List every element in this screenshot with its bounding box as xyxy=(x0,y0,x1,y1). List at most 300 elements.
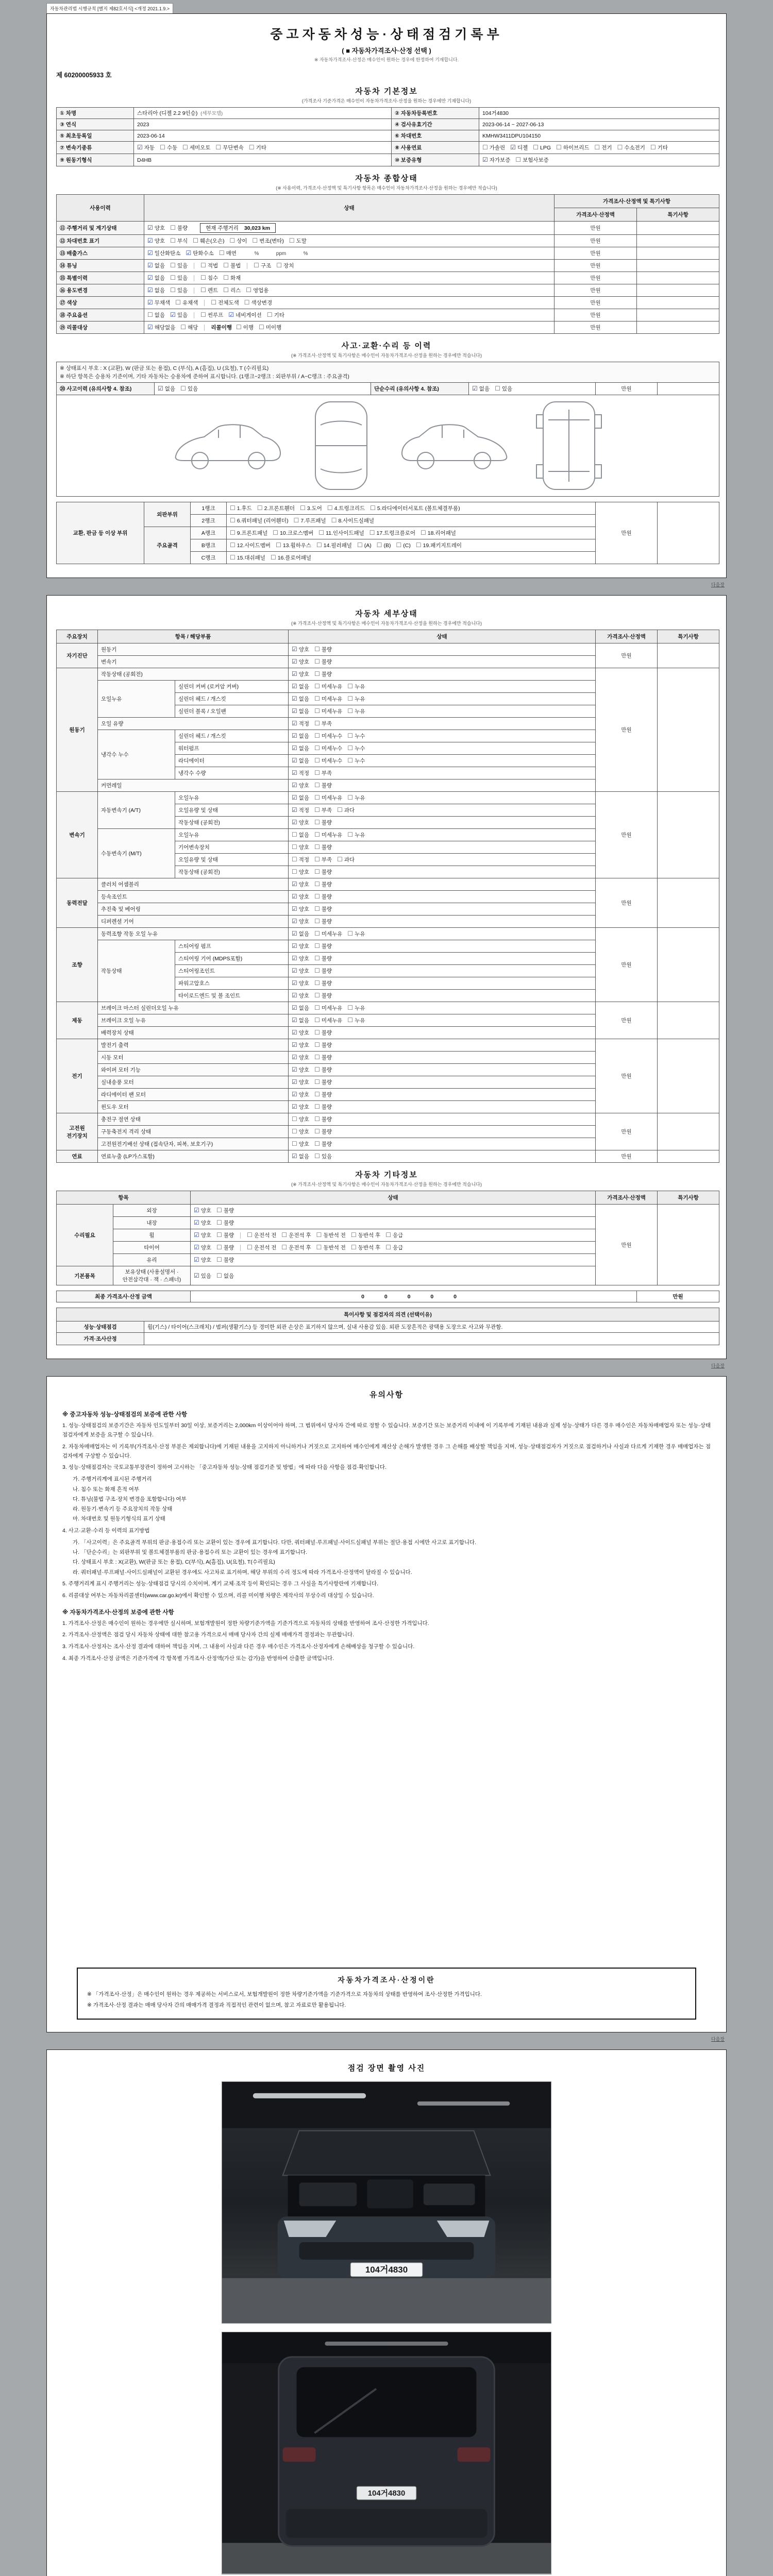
engine-type: D4HB xyxy=(134,154,392,166)
checkbox-누유[interactable]: ☐ 누유 xyxy=(347,930,365,937)
checkbox-양호[interactable]: ☐ 양호 xyxy=(292,1128,310,1135)
checkbox-없음[interactable]: ☐ 없음 xyxy=(216,1272,234,1279)
checkbox-누수[interactable]: ☐ 누수 xyxy=(347,757,365,764)
price-cell: 만원 xyxy=(596,383,658,395)
checkbox-양호[interactable]: ☑ 양호 xyxy=(292,670,310,677)
checkbox-전기[interactable]: ☐ 전기 xyxy=(594,144,612,151)
checkbox-장치[interactable]: ☐ 장치 xyxy=(276,262,294,269)
checkbox-누유[interactable]: ☐ 누유 xyxy=(347,1004,365,1011)
rankC-parts xyxy=(227,552,596,564)
car-diagram-side-left xyxy=(168,407,287,484)
checkbox-불량[interactable]: ☐ 불량 xyxy=(314,1091,332,1098)
checkbox-없음[interactable]: ☑ 없음 xyxy=(292,1016,310,1024)
checkbox-있음[interactable]: ☐ 있음 xyxy=(170,286,188,294)
checkbox-무채색[interactable]: ☑ 무채색 xyxy=(147,299,171,306)
checkbox-양호[interactable]: ☑ 양호 xyxy=(194,1256,212,1263)
checkbox-1.후드[interactable]: ☐ 1.후드 xyxy=(230,504,252,512)
checkbox-불량[interactable]: ☐ 불량 xyxy=(314,880,332,888)
checkbox-불량[interactable]: ☐ 불량 xyxy=(314,1140,332,1147)
checkbox-없음[interactable]: ☑ 없음 xyxy=(292,794,310,801)
checkbox-양호[interactable]: ☑ 양호 xyxy=(194,1231,212,1239)
checkbox-색상변경[interactable]: ☐ 색상변경 xyxy=(244,299,273,306)
notes-subitem: 라. 쿼터패널·루프패널·사이드실패널이 교환된 경우에도 사고차로 표기하며, 해당 부위의 수리 정도에 따라 가격조사·산정액이 달라질 수 있습니다. xyxy=(73,1569,412,1575)
checkbox-응급[interactable]: ☐ 응급 xyxy=(385,1244,404,1251)
rank-label: B랭크 xyxy=(191,539,227,552)
checkbox-과다[interactable]: ☐ 과다 xyxy=(337,806,355,814)
state-checks xyxy=(289,928,596,940)
comprehensive-note: (※ 사용이력, 가격조사·산정액 및 특기사항 항목은 매수인이 자동차가격조사·산정을 원하는 경우에만 적습니다) xyxy=(276,185,497,191)
item-label: 구동축전지 격리 상태 xyxy=(98,1126,289,1138)
checkbox-수동[interactable]: ☐ 수동 xyxy=(160,144,178,151)
checkbox-있음[interactable]: ☑ 있음 xyxy=(194,1272,212,1279)
checkbox-적법[interactable]: ☐ 적법 xyxy=(200,262,219,269)
checkbox-18.리어패널[interactable]: ☐ 18.리어패널 xyxy=(421,529,456,536)
checkbox-가솔린[interactable]: ☐ 가솔린 xyxy=(482,144,506,151)
checkbox-불량[interactable]: ☐ 불량 xyxy=(170,224,188,231)
checkbox-양호[interactable]: ☐ 양호 xyxy=(292,868,310,875)
price-cell: 만원 xyxy=(596,1150,658,1163)
checkbox-부족[interactable]: ☐ 부족 xyxy=(314,806,332,814)
row-checks xyxy=(144,260,554,272)
state-checks xyxy=(289,779,596,792)
checkbox-있음[interactable]: ☑ 있음 xyxy=(170,311,188,318)
checkbox-5.라디에이터서포트 (볼트체결부품)[interactable]: ☐ 5.라디에이터서포트 (볼트체결부품) xyxy=(370,504,460,512)
checkbox-불량[interactable]: ☐ 불량 xyxy=(314,646,332,653)
checkbox-양호[interactable]: ☑ 양호 xyxy=(292,955,310,962)
checkbox-적정[interactable]: ☑ 적정 xyxy=(292,720,310,727)
checkbox-양호[interactable]: ☑ 양호 xyxy=(292,942,310,950)
detail-row xyxy=(57,668,719,681)
checkbox-누유[interactable]: ☐ 누유 xyxy=(347,1016,365,1024)
inspection-valid-period: 2023-06-14 ~ 2027-06-13 xyxy=(479,119,719,130)
checkbox-불량[interactable]: ☐ 불량 xyxy=(216,1207,234,1214)
checkbox-불량[interactable]: ☐ 불량 xyxy=(314,992,332,999)
checkbox-양호[interactable]: ☐ 양호 xyxy=(292,1140,310,1147)
car-diagram-side-right xyxy=(396,407,514,484)
checkbox-침수[interactable]: ☐ 침수 xyxy=(200,274,219,281)
checkbox-불법[interactable]: ☐ 불법 xyxy=(223,262,241,269)
checkbox-양호[interactable]: ☑ 양호 xyxy=(292,979,310,987)
checkbox-적정[interactable]: ☑ 적정 xyxy=(292,806,310,814)
note-cell xyxy=(658,1150,719,1163)
checkbox-양호[interactable]: ☑ 양호 xyxy=(292,967,310,974)
price-cell: 만원 xyxy=(596,1039,658,1113)
price-cell: 만원 xyxy=(554,260,637,272)
note-cell xyxy=(658,383,719,395)
checkbox-부족[interactable]: ☐ 부족 xyxy=(314,856,332,863)
checkbox-불량[interactable]: ☐ 불량 xyxy=(314,670,332,677)
checkbox-누유[interactable]: ☐ 누유 xyxy=(347,695,365,702)
checkbox-미세누유[interactable]: ☐ 미세누유 xyxy=(314,695,343,702)
checkbox-불량[interactable]: ☐ 불량 xyxy=(314,843,332,851)
checkbox-이행[interactable]: ☐ 이행 xyxy=(236,324,254,331)
checkbox-불량[interactable]: ☐ 불량 xyxy=(314,955,332,962)
comp-row xyxy=(57,297,719,309)
checkbox-일산화탄소[interactable]: ☑ 일산화탄소 xyxy=(147,249,181,257)
checkbox-디젤[interactable]: ☑ 디젤 xyxy=(510,144,528,151)
checkbox-양호[interactable]: ☑ 양호 xyxy=(292,1066,310,1073)
checkbox-7.루프패널[interactable]: ☐ 7.루프패널 xyxy=(293,517,326,524)
checkbox-누유[interactable]: ☐ 누유 xyxy=(347,707,365,715)
checkbox-양호[interactable]: ☑ 양호 xyxy=(292,1054,310,1061)
misc-item-label: 휠 xyxy=(113,1229,191,1242)
checkbox-불량[interactable]: ☐ 불량 xyxy=(314,918,332,925)
checkbox-보험사보증[interactable]: ☐ 보험사보증 xyxy=(515,156,549,163)
checkbox-과다[interactable]: ☐ 과다 xyxy=(337,856,355,863)
checkbox-있음[interactable]: ☐ 있음 xyxy=(170,274,188,281)
checkbox-불량[interactable]: ☐ 불량 xyxy=(314,942,332,950)
vin: KMHW3411DPU104150 xyxy=(479,130,719,142)
checkbox-수소전기[interactable]: ☐ 수소전기 xyxy=(617,144,645,151)
state-checks xyxy=(289,965,596,977)
part-label: 실린더 헤드 / 개스킷 xyxy=(175,730,289,742)
checkbox-누유[interactable]: ☐ 누유 xyxy=(347,831,365,838)
detail-title: 자동차 세부상태 xyxy=(355,609,418,618)
detail-row xyxy=(57,1002,719,1014)
field-label: ⑩ 보증유형 xyxy=(392,154,479,166)
detail-row xyxy=(57,792,719,804)
col-header: 가격조사·산정액 xyxy=(596,1191,658,1205)
checkbox-양호[interactable]: ☑ 양호 xyxy=(292,893,310,900)
checkbox-불량[interactable]: ☐ 불량 xyxy=(314,1041,332,1048)
checkbox-없음[interactable]: ☑ 없음 xyxy=(292,695,310,702)
rank-label: 1랭크 xyxy=(191,502,227,515)
checkbox-운전석 후[interactable]: ☐ 운전석 후 xyxy=(281,1244,311,1251)
checkbox-3.도어[interactable]: ☐ 3.도어 xyxy=(300,504,322,512)
checkbox-구조[interactable]: ☐ 구조 xyxy=(254,262,272,269)
checkbox-양호[interactable]: ☐ 양호 xyxy=(292,1115,310,1123)
model-year: 2023 xyxy=(134,119,392,130)
checkbox-불량[interactable]: ☐ 불량 xyxy=(314,1066,332,1073)
checkbox-불량[interactable]: ☐ 불량 xyxy=(314,905,332,912)
checkbox-유채색[interactable]: ☐ 유채색 xyxy=(175,299,198,306)
checkbox-해당없음[interactable]: ☑ 해당없음 xyxy=(147,324,176,331)
form-reference: 자동차관리법 시행규칙 [별지 제82호서식] <개정 2021.1.9.> xyxy=(46,3,173,13)
checkbox-기타[interactable]: ☐ 기타 xyxy=(266,311,284,318)
checkbox-리스[interactable]: ☐ 리스 xyxy=(223,286,241,294)
price-cell: 만원 xyxy=(596,502,658,564)
checkbox-부족[interactable]: ☐ 부족 xyxy=(314,720,332,727)
checkbox-양호[interactable]: ☑ 양호 xyxy=(292,646,310,653)
notes-subitem: 다. 상태표시 부호 : X(교환), W(판금 또는 용접), C(부식), A(흠집), U(요철), T(수리필요) xyxy=(73,1559,275,1566)
checkbox-양호[interactable]: ☑ 양호 xyxy=(292,1041,310,1048)
checkbox-16.플로어패널[interactable]: ☐ 16.플로어패널 xyxy=(270,554,312,561)
checkbox-양호[interactable]: ☑ 양호 xyxy=(292,1029,310,1036)
checkbox-불량[interactable]: ☐ 불량 xyxy=(314,819,332,826)
checkbox-11.인사이드패널[interactable]: ☐ 11.인사이드패널 xyxy=(318,529,364,536)
checkbox-썬루프[interactable]: ☐ 썬루프 xyxy=(200,311,224,318)
checkbox-없음[interactable]: ☑ 없음 xyxy=(147,262,165,269)
checkbox-동반석 후[interactable]: ☐ 동반석 후 xyxy=(350,1231,381,1239)
first-registration-date: 2023-06-14 xyxy=(134,130,392,142)
frame-label: 주요골격 xyxy=(144,527,191,564)
checkbox-응급[interactable]: ☐ 응급 xyxy=(385,1231,404,1239)
checkbox-양호[interactable]: ☑ 양호 xyxy=(292,992,310,999)
note-cell xyxy=(637,260,719,272)
notes-item: 2. 자동차매매업자는 이 기록부(가격조사·산정 부분은 제외합니다)에 기재된 내용을 고지하지 아니하거나 거짓으로 고지하여 매수인에게 재산상 손해가 발생한 경우 그 손해를 배상할 책임을 지며, 성능·상태점검자가 거짓으로 점검하거나 사실과 다르게 기재한 경우 매매업자는 점검자에게 구상할 수 있습니다. xyxy=(62,1443,711,1459)
checkbox-14.필러패널[interactable]: ☐ 14.필러패널 xyxy=(316,541,352,549)
checkbox-불량[interactable]: ☐ 불량 xyxy=(314,893,332,900)
note-cell xyxy=(658,1039,719,1113)
checkbox-상이[interactable]: ☐ 상이 xyxy=(229,237,247,244)
device-group-label: 고전원 전기장치 xyxy=(57,1113,98,1150)
state-checks xyxy=(289,1002,596,1014)
checkbox-없음[interactable]: ☑ 없음 xyxy=(472,385,490,392)
vehicle-name: 스타리아 (디젤 2.2 9인승) (세부모델) xyxy=(134,108,392,119)
state-checks xyxy=(289,705,596,718)
note-cell xyxy=(658,643,719,668)
checkbox-양호[interactable]: ☑ 양호 xyxy=(194,1244,212,1251)
checkbox-19.패키지트레이[interactable]: ☐ 19.패키지트레이 xyxy=(415,541,462,549)
checkbox-도말[interactable]: ☐ 도말 xyxy=(289,237,307,244)
photo-front-wrap xyxy=(222,2081,551,2324)
checkbox-불량[interactable]: ☐ 불량 xyxy=(314,1115,332,1123)
checkbox-해당[interactable]: ☐ 해당 xyxy=(180,324,198,331)
checkbox-미세누유[interactable]: ☐ 미세누유 xyxy=(314,683,343,690)
car-diagram-area xyxy=(57,395,719,497)
checkbox-동반석 전[interactable]: ☐ 동반석 전 xyxy=(316,1244,346,1251)
checkbox-양호[interactable]: ☑ 양호 xyxy=(194,1219,212,1226)
device-group-label: 원동기 xyxy=(57,668,98,792)
checkbox-(B)[interactable]: ☐ (B) xyxy=(376,541,391,549)
price-cell: 만원 xyxy=(554,284,637,297)
item-label: 변속기 xyxy=(98,656,289,668)
checkbox-부식[interactable]: ☐ 부식 xyxy=(170,237,188,244)
checkbox-하이브리드[interactable]: ☐ 하이브리드 xyxy=(556,144,590,151)
checkbox-없음[interactable]: ☑ 없음 xyxy=(292,757,310,764)
note-cell xyxy=(637,235,719,247)
checkbox-영업용[interactable]: ☐ 영업용 xyxy=(246,286,269,294)
checkbox-12.사이드멤버[interactable]: ☐ 12.사이드멤버 xyxy=(230,541,271,549)
checkbox-양호[interactable]: ☑ 양호 xyxy=(194,1207,212,1214)
checkbox-없음[interactable]: ☐ 없음 xyxy=(147,311,165,318)
checkbox-동반석 후[interactable]: ☐ 동반석 후 xyxy=(350,1244,381,1251)
state-checks xyxy=(289,755,596,767)
checkbox-양호[interactable]: ☑ 양호 xyxy=(292,905,310,912)
checkbox-2.프론트휀더[interactable]: ☐ 2.프론트휀더 xyxy=(257,504,295,512)
checkbox-17.트렁크플로어[interactable]: ☐ 17.트렁크플로어 xyxy=(369,529,416,536)
misc-title: 자동차 기타정보 xyxy=(355,1171,418,1179)
state-checks xyxy=(289,841,596,854)
check-group-label: 리콜이행 xyxy=(211,325,232,331)
notes-item: 5. 주행거리계 표시 주행거리는 성능·상태점검 당시의 수치이며, 계기 교체·조작 등이 확인되는 경우 그 사실을 특기사항란에 기재합니다. xyxy=(62,1580,379,1587)
col-header: 특기사항 xyxy=(658,1191,719,1205)
field-label: ② 자동차등록번호 xyxy=(392,108,479,119)
field-label: ⑥ 차대번호 xyxy=(392,130,479,142)
checkbox-불량[interactable]: ☐ 불량 xyxy=(314,1128,332,1135)
part-label: 타이로드엔드 및 볼 조인트 xyxy=(175,990,289,1002)
next-page-label[interactable]: 다음장 xyxy=(711,582,725,587)
checkbox-없음[interactable]: ☑ 없음 xyxy=(292,1004,310,1011)
checkbox-불량[interactable]: ☐ 불량 xyxy=(216,1231,234,1239)
panel-detail xyxy=(46,595,727,1359)
checkbox-렌트[interactable]: ☐ 렌트 xyxy=(200,286,219,294)
checkbox-양호[interactable]: ☑ 양호 xyxy=(147,237,165,244)
checkbox-불량[interactable]: ☐ 불량 xyxy=(314,967,332,974)
checkbox-불량[interactable]: ☐ 불량 xyxy=(314,979,332,987)
col-header: 상태 xyxy=(289,630,596,643)
checkbox-불량[interactable]: ☐ 불량 xyxy=(314,782,332,789)
checkbox-운전석 전[interactable]: ☐ 운전석 전 xyxy=(247,1244,277,1251)
checkbox-기타[interactable]: ☐ 기타 xyxy=(650,144,668,151)
row-label: ⑭ 튜닝 xyxy=(57,260,144,272)
emission-units: % ppm % xyxy=(245,251,308,257)
next-page-label[interactable]: 다음장 xyxy=(711,2036,725,2042)
checkbox-8.사이드실패널[interactable]: ☐ 8.사이드실패널 xyxy=(331,517,375,524)
checkbox-없음[interactable]: ☑ 없음 xyxy=(147,286,165,294)
checkbox-없음[interactable]: ☑ 없음 xyxy=(292,732,310,739)
checkbox-네비게이션[interactable]: ☑ 네비게이션 xyxy=(228,311,262,318)
checkbox-누유[interactable]: ☐ 누유 xyxy=(347,683,365,690)
checkbox-있음[interactable]: ☐ 있음 xyxy=(180,385,198,392)
col-header: 가격조사·산정액 xyxy=(596,630,658,643)
checkbox-6.쿼터패널 (리어휀더)[interactable]: ☐ 6.쿼터패널 (리어휀더) xyxy=(230,517,289,524)
checkbox-미세누유[interactable]: ☐ 미세누유 xyxy=(314,794,343,801)
item-label: 배력장치 상태 xyxy=(98,1027,289,1039)
checkbox-없음[interactable]: ☑ 없음 xyxy=(292,930,310,937)
price-cell: 만원 xyxy=(596,928,658,1002)
checkbox-있음[interactable]: ☐ 있음 xyxy=(495,385,513,392)
field-label: ⑦ 변속기종류 xyxy=(57,142,134,154)
checkbox-LPG[interactable]: ☐ LPG xyxy=(533,144,551,151)
checkbox-미세누유[interactable]: ☐ 미세누유 xyxy=(314,1004,343,1011)
checkbox-없음[interactable]: ☐ 없음 xyxy=(292,831,310,838)
checkbox-미세누수[interactable]: ☐ 미세누수 xyxy=(314,757,343,764)
checkbox-미세누수[interactable]: ☐ 미세누수 xyxy=(314,732,343,739)
price-cell: 만원 xyxy=(596,1205,658,1285)
checkbox-미세누유[interactable]: ☐ 미세누유 xyxy=(314,831,343,838)
item-label: 디퍼렌셜 기어 xyxy=(98,916,289,928)
checkbox-미세누유[interactable]: ☐ 미세누유 xyxy=(314,707,343,715)
checkbox-탄화수소[interactable]: ☑ 탄화수소 xyxy=(186,249,214,257)
notes-subitem: 가. 「사고이력」은 주요골격 부위의 판금·용접수리 또는 교환이 있는 경우에 표기합니다. 다만, 쿼터패널·루프패널·사이드실패널 부위는 절단·용접 시에만 사고로 표기합니다. xyxy=(73,1539,477,1546)
checkbox-없음[interactable]: ☑ 없음 xyxy=(292,683,310,690)
checkbox-훼손(오손)[interactable]: ☐ 훼손(오손) xyxy=(193,237,225,244)
checkbox-누수[interactable]: ☐ 누수 xyxy=(347,744,365,752)
opinion-table xyxy=(56,1308,719,1345)
state-checks xyxy=(289,1064,596,1076)
state-checks xyxy=(289,730,596,742)
checkbox-있음[interactable]: ☐ 있음 xyxy=(314,1153,332,1160)
checkbox-불량[interactable]: ☐ 불량 xyxy=(216,1219,234,1226)
col-header: 특기사항 xyxy=(637,208,719,222)
checkbox-불량[interactable]: ☐ 불량 xyxy=(314,1029,332,1036)
checkbox-양호[interactable]: ☐ 양호 xyxy=(292,843,310,851)
item-label: 충전구 절연 상태 xyxy=(98,1113,289,1126)
checkbox-양호[interactable]: ☑ 양호 xyxy=(292,1103,310,1110)
checkbox-불량[interactable]: ☐ 불량 xyxy=(216,1244,234,1251)
checkbox-불량[interactable]: ☐ 불량 xyxy=(314,868,332,875)
checkbox-(A)[interactable]: ☐ (A) xyxy=(357,541,372,549)
checkbox-기타[interactable]: ☐ 기타 xyxy=(248,144,266,151)
checkbox-양호[interactable]: ☑ 양호 xyxy=(292,1078,310,1086)
final-price-unit: 만원 xyxy=(637,1291,719,1302)
checkbox-양호[interactable]: ☑ 양호 xyxy=(292,880,310,888)
checkbox-누유[interactable]: ☐ 누유 xyxy=(347,794,365,801)
checkbox-9.프론트패널[interactable]: ☐ 9.프론트패널 xyxy=(230,529,268,536)
checkbox-미이행[interactable]: ☐ 미이행 xyxy=(259,324,282,331)
checkbox-없음[interactable]: ☑ 없음 xyxy=(292,744,310,752)
rank-label: A랭크 xyxy=(191,527,227,539)
item-label: 냉각수 누수 xyxy=(98,730,175,779)
checkbox-불량[interactable]: ☐ 불량 xyxy=(314,658,332,665)
checkbox-불량[interactable]: ☐ 불량 xyxy=(216,1256,234,1263)
notes-item: 1. 가격조사·산정은 매수인이 원하는 경우에만 실시하며, 보험개발원이 정한 차량기준가액을 기준가격으로 자동차의 상태를 반영하여 조사·산정한 가격입니다. xyxy=(62,1620,429,1626)
checkbox-화재[interactable]: ☐ 화재 xyxy=(223,274,241,281)
checkbox-양호[interactable]: ☑ 양호 xyxy=(292,658,310,665)
note-cell xyxy=(637,297,719,309)
detail-row xyxy=(57,1150,719,1163)
checkbox-양호[interactable]: ☑ 양호 xyxy=(292,918,310,925)
next-page-label[interactable]: 다음장 xyxy=(711,1363,725,1368)
checkbox-자동[interactable]: ☑ 자동 xyxy=(137,144,155,151)
checkbox-적정[interactable]: ☑ 적정 xyxy=(292,769,310,776)
misc-checks xyxy=(191,1217,596,1229)
price-definition-title: 자동차가격조사·산정이란 xyxy=(338,1976,435,1984)
state-checks xyxy=(289,866,596,878)
checkbox-변조(변타)[interactable]: ☐ 변조(변타) xyxy=(252,237,284,244)
notes-body xyxy=(56,1401,717,1957)
checkbox-미세누유[interactable]: ☐ 미세누유 xyxy=(314,930,343,937)
checkbox-불량[interactable]: ☐ 불량 xyxy=(314,1078,332,1086)
checkbox-부족[interactable]: ☐ 부족 xyxy=(314,769,332,776)
checkbox-매연[interactable]: ☐ 매연 xyxy=(219,249,237,257)
comp-row xyxy=(57,309,719,321)
checkbox-13.휠하우스[interactable]: ☐ 13.휠하우스 xyxy=(276,541,312,549)
checkbox-불량[interactable]: ☐ 불량 xyxy=(314,1054,332,1061)
checkbox-세미오토[interactable]: ☐ 세미오토 xyxy=(182,144,211,151)
checkbox-양호[interactable]: ☑ 양호 xyxy=(292,782,310,789)
checkbox-미세누유[interactable]: ☐ 미세누유 xyxy=(314,1016,343,1024)
col-header: 주요장치 xyxy=(57,630,98,643)
checkbox-15.대쉬패널[interactable]: ☐ 15.대쉬패널 xyxy=(230,554,265,561)
checkbox-적정[interactable]: ☐ 적정 xyxy=(292,856,310,863)
checkbox-불량[interactable]: ☐ 불량 xyxy=(314,1103,332,1110)
checkbox-운전석 전[interactable]: ☐ 운전석 전 xyxy=(247,1231,277,1239)
checkbox-누수[interactable]: ☐ 누수 xyxy=(347,732,365,739)
notes-subitem: 나. 침수 또는 화재 흔적 여부 xyxy=(73,1486,140,1493)
state-checks xyxy=(289,990,596,1002)
price-cell: 만원 xyxy=(554,235,637,247)
item-label: 원동기 xyxy=(98,643,289,656)
checkbox-없음[interactable]: ☑ 없음 xyxy=(158,385,176,392)
checkbox-있음[interactable]: ☐ 있음 xyxy=(170,262,188,269)
checkbox-없음[interactable]: ☑ 없음 xyxy=(292,1153,310,1160)
checkbox-10.크로스멤버[interactable]: ☐ 10.크로스멤버 xyxy=(273,529,314,536)
checkbox-양호[interactable]: ☑ 양호 xyxy=(292,819,310,826)
checkbox-(C)[interactable]: ☐ (C) xyxy=(396,541,411,549)
notes-title: 유의사항 xyxy=(369,1391,404,1399)
checkbox-4.트렁크리드[interactable]: ☐ 4.트렁크리드 xyxy=(327,504,365,512)
checkbox-없음[interactable]: ☑ 없음 xyxy=(292,707,310,715)
inspection-photo-rear xyxy=(222,2332,551,2574)
checkbox-없음[interactable]: ☑ 없음 xyxy=(147,274,165,281)
part-label: 파워고압호스 xyxy=(175,977,289,990)
checkbox-동반석 전[interactable]: ☐ 동반석 전 xyxy=(316,1231,346,1239)
price-definition-line: ※ 「가격조사·산정」은 매수인이 원하는 경우 제공하는 서비스로서, 보험개발원이 정한 차량기준가액을 기준가격으로 자동차의 상태를 반영하여 조사·산정한 가격입니다. xyxy=(87,1991,482,1997)
checkbox-자가보증[interactable]: ☑ 자가보증 xyxy=(482,156,511,163)
checkbox-미세누수[interactable]: ☐ 미세누수 xyxy=(314,744,343,752)
state-checks xyxy=(289,1150,596,1163)
checkbox-양호[interactable]: ☑ 양호 xyxy=(292,1091,310,1098)
part-label: 작동상태 (공회전) xyxy=(175,866,289,878)
state-checks xyxy=(289,916,596,928)
checkbox-양호[interactable]: ☑ 양호 xyxy=(147,224,165,231)
checkbox-전체도색[interactable]: ☐ 전체도색 xyxy=(211,299,239,306)
checkbox-무단변속[interactable]: ☐ 무단변속 xyxy=(215,144,244,151)
checkbox-운전석 후[interactable]: ☐ 운전석 후 xyxy=(281,1231,311,1239)
field-label: ⑧ 사용연료 xyxy=(392,142,479,154)
